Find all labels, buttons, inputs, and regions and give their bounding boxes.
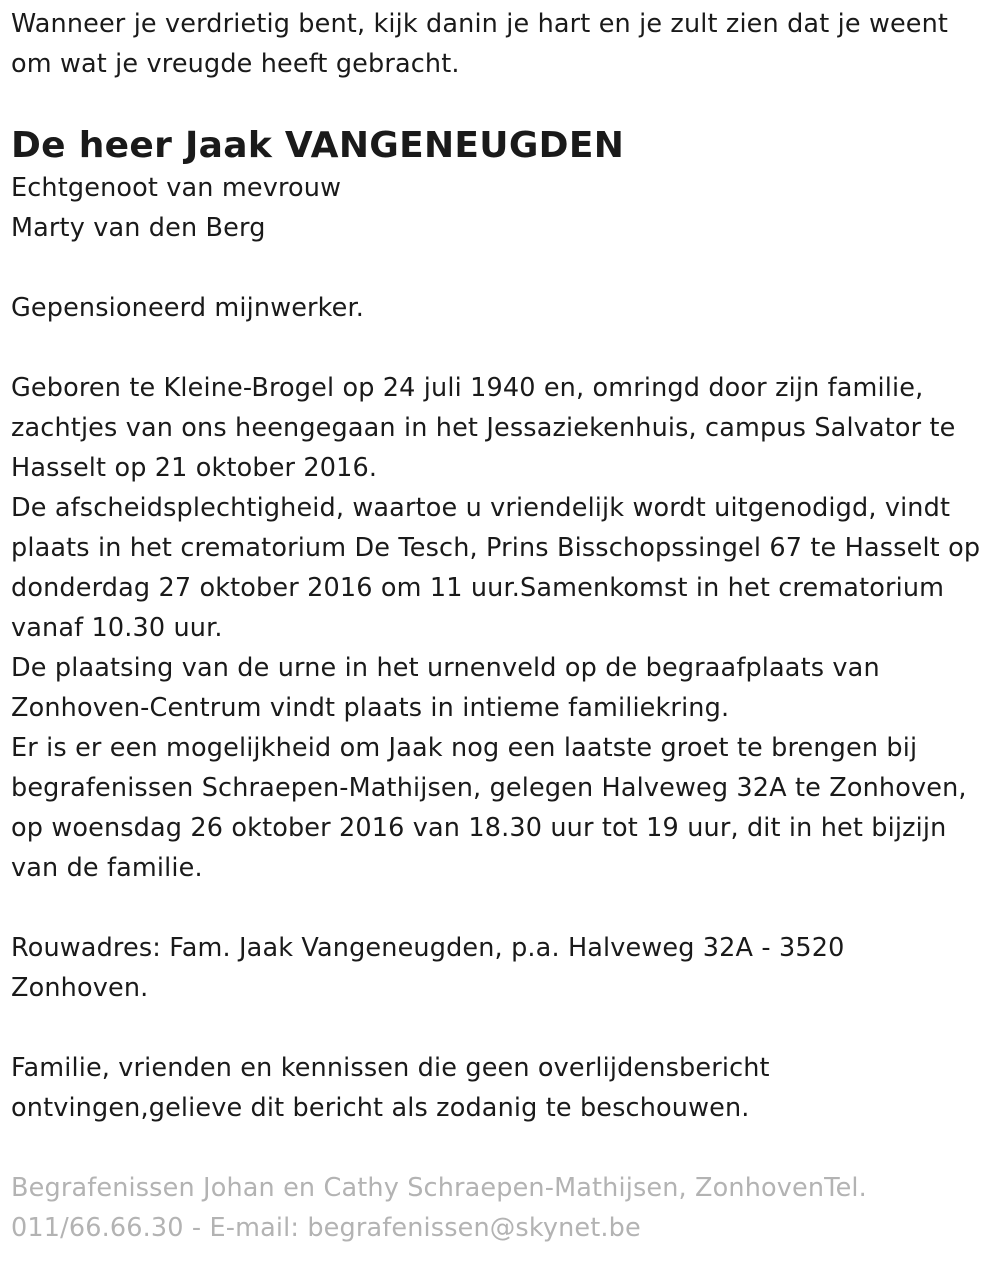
mourning-address: Rouwadres: Fam. Jaak Vangeneugden, p.a. Halveweg 32A - 3520 Zonhoven. xyxy=(11,933,845,1003)
notice-paragraph: Familie, vrienden en kennissen die geen overlijdensbericht ontvingen,gelieve dit bericht als zodanig te beschouwen. xyxy=(11,1053,770,1123)
funeral-home-info: Begrafenissen Johan en Cathy Schraepen-Mathijsen, ZonhovenTel. 011/66.66.30 - E-mail: begrafenissen@skynet.be xyxy=(11,1173,867,1243)
ceremony-paragraph: De afscheidsplechtigheid, waartoe u vriendelijk wordt uitgenodigd, vindt plaats in het crematorium De Tesch, Prins Bisschopssingel 67 te Hasselt op donderdag 27 oktober 2016 om 11 uur.Samenkomst in het crematorium vanaf 10.30 uur. xyxy=(11,493,981,643)
urn-paragraph: De plaatsing van de urne in het urnenveld op de begraafplaats van Zonhoven-Centrum vindt plaats in intieme familiekring. xyxy=(11,653,880,723)
footer xyxy=(11,1168,988,1248)
deceased-name: De heer Jaak VANGENEUGDEN xyxy=(11,125,625,166)
farewell-paragraph: Er is er een mogelijkheid om Jaak nog een laatste groet te brengen bij begrafenissen Schraepen-Mathijsen, gelegen Halveweg 32A te Zonhoven, op woensdag 26 oktober 2016 van 18.30 uur tot 19 uur, dit in het bijzijn van de familie. xyxy=(11,733,967,883)
spouse-line-1: Echtgenoot van mevrouw xyxy=(11,173,342,203)
occupation: Gepensioneerd mijnwerker. xyxy=(11,293,365,323)
opening-quote: Wanneer je verdrietig bent, kijk danin je hart en je zult zien dat je weent om wat je vreugde heeft gebracht. xyxy=(11,9,949,79)
birth-death-paragraph: Geboren te Kleine-Brogel op 24 juli 1940 en, omringd door zijn familie, zachtjes van ons heengegaan in het Jessaziekenhuis, campus Salvator te Hasselt op 21 oktober 2016. xyxy=(11,373,956,483)
spouse-line-2: Marty van den Berg xyxy=(11,213,266,243)
